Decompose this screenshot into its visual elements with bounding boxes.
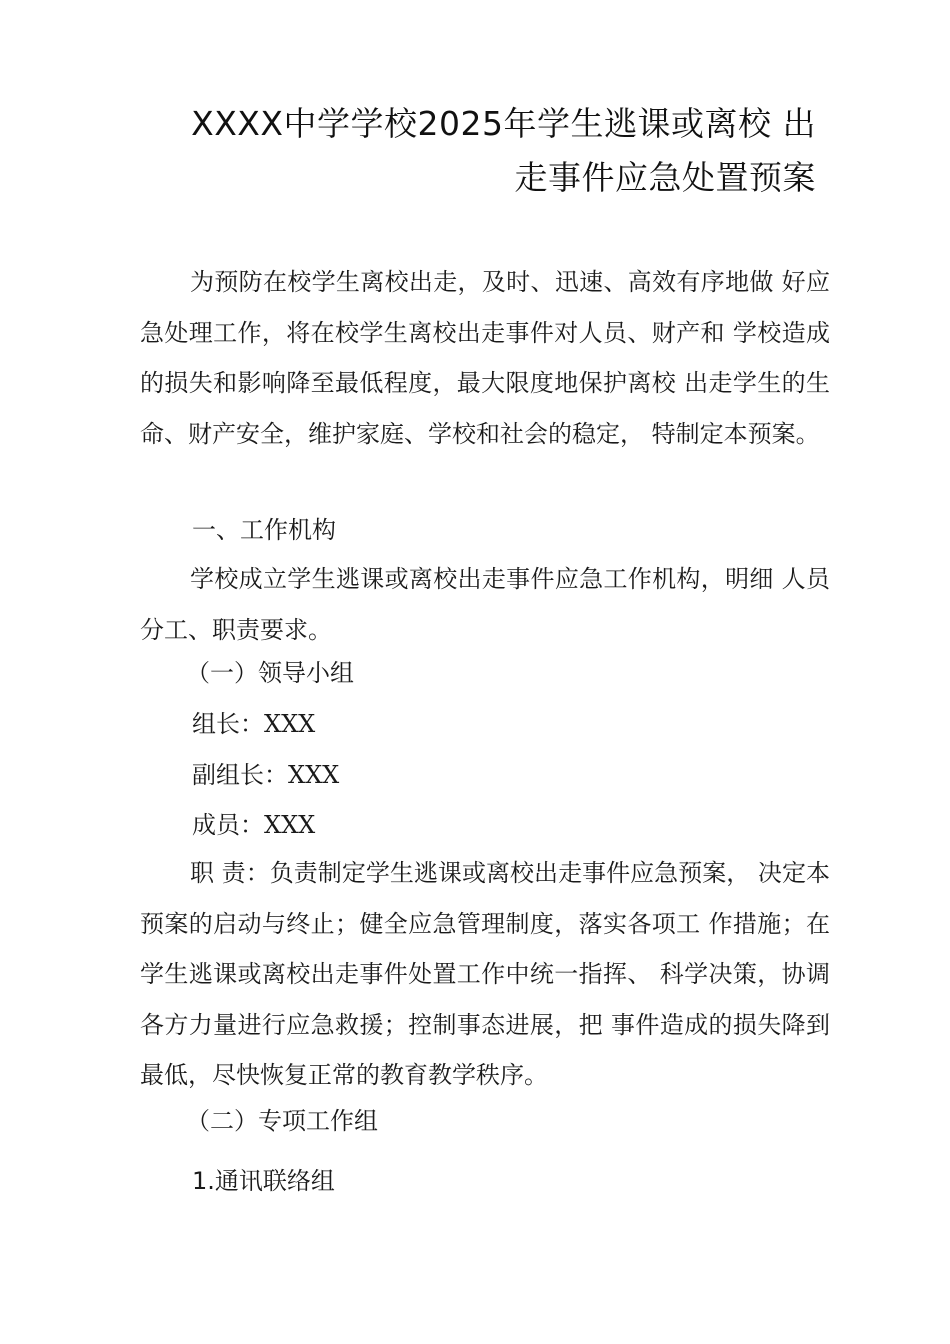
subsection-heading-task-groups: （二）专项工作组 <box>186 1107 378 1135</box>
leader-line: 组长：XXX <box>192 710 316 738</box>
deputy-leader-line: 副组长：XXX <box>192 761 340 789</box>
intro-paragraph: 为预防在校学生离校出走，及时、迅速、高效有序地做 好应急处理工作，将在校学生离校出走事件对人员、财产和 学校造成的损失和影响降至最低程度，最大限度地保护离校 出走学生的生命、财产安全，维护家庭、学校和社会的稳定， 特制定本预案。 <box>140 268 830 448</box>
duties-paragraph: 职 责：负责制定学生逃课或离校出走事件应急预案， 决定本预案的启动与终止；健全应急管理制度，落实各项工 作措施；在学生逃课或离校出走事件处置工作中统一指挥、 科学决策，协调各方力量进行应急救援；控制事态进展，把 事件造成的损失降到最低，尽快恢复正常的教育教学秩序。 <box>140 859 830 1089</box>
organization-paragraph: 学校成立学生逃课或离校出走事件应急工作机构，明细 人员分工、职责要求。 <box>140 565 830 644</box>
subsection-heading-leadership: （一）领导小组 <box>186 659 354 687</box>
document-title-line-1: XXXX中学学校2025年学生逃课或离校 出 <box>191 104 816 143</box>
document-title-line-2: 走事件应急处置预案 <box>514 158 816 197</box>
section-heading-organization: 一、工作机构 <box>192 516 336 544</box>
members-line: 成员：XXX <box>192 811 316 839</box>
list-item-communication-group: 1.通讯联络组 <box>192 1167 335 1195</box>
